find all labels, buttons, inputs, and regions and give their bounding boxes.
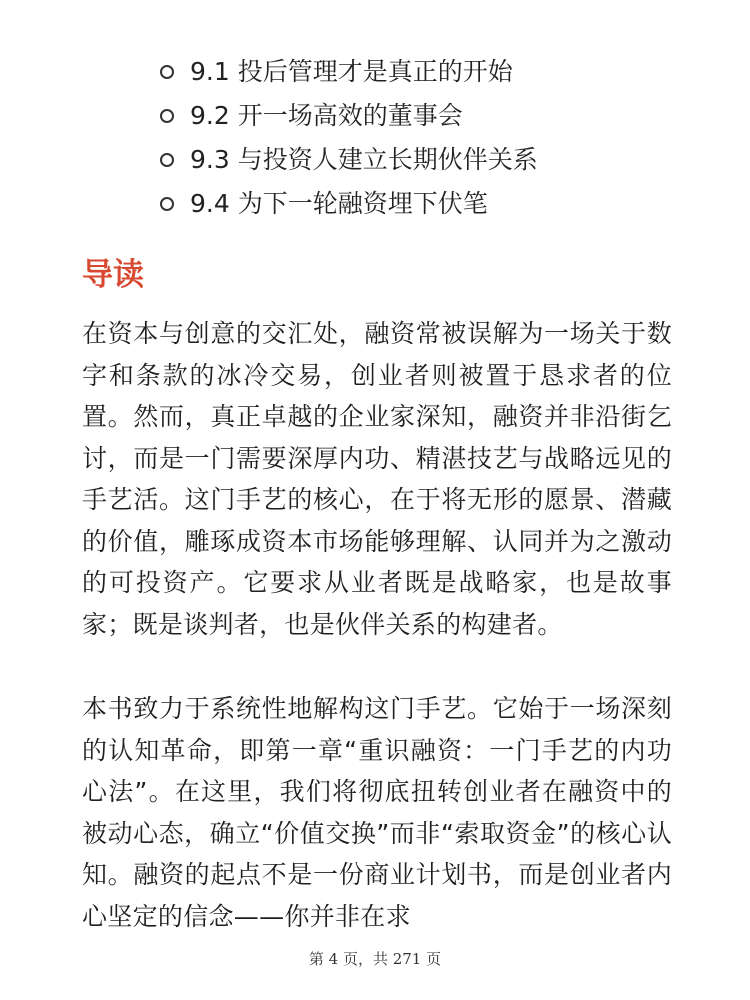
body-paragraph: 在资本与创意的交汇处，融资常被误解为一场关于数字和条款的冰冷交易，创业者则被置于恳求者的位置。然而，真正卓越的企业家深知，融资并非沿街乞讨，而是一门需要深厚内功、精湛技艺与战略远见的手艺活。这门手艺的核心，在于将无形的愿景、潜藏的价值，雕琢成资本市场能够理解、认同并为之激动的可投资产。它要求从业者既是战略家，也是故事家；既是谈判者，也是伙伴关系的构建者。 (82, 319, 672, 639)
section-heading: 导读 (82, 257, 144, 293)
toc-item-label: 9.3 与投资人建立长期伙伴关系 (190, 145, 538, 174)
toc-item-label: 9.4 为下一轮融资埋下伏笔 (190, 189, 488, 218)
circle-bullet-icon (160, 109, 174, 123)
toc-item[interactable] (160, 182, 538, 226)
body-paragraph: 本书致力于系统性地解构这门手艺。它始于一场深刻的认知革命，即第一章“重识融资：一门手艺的内功心法”。在这里，我们将彻底扭转创业者在融资中的被动心态，确立“价值交换”而非“索取资金”的核心认知。融资的起点不是一份商业计划书，而是创业者内心坚定的信念——你并非在求 (82, 694, 672, 931)
toc-item-label: 9.2 开一场高效的董事会 (190, 101, 463, 130)
circle-bullet-icon (160, 65, 174, 79)
toc-item[interactable] (160, 138, 538, 182)
circle-bullet-icon (160, 153, 174, 167)
page-number-footer: 第 4 页，共 271 页 (308, 950, 442, 968)
circle-bullet-icon (160, 197, 174, 211)
toc-item[interactable] (160, 94, 538, 138)
table-of-contents (160, 50, 538, 226)
toc-item-label: 9.1 投后管理才是真正的开始 (190, 57, 513, 86)
toc-item[interactable] (160, 50, 538, 94)
